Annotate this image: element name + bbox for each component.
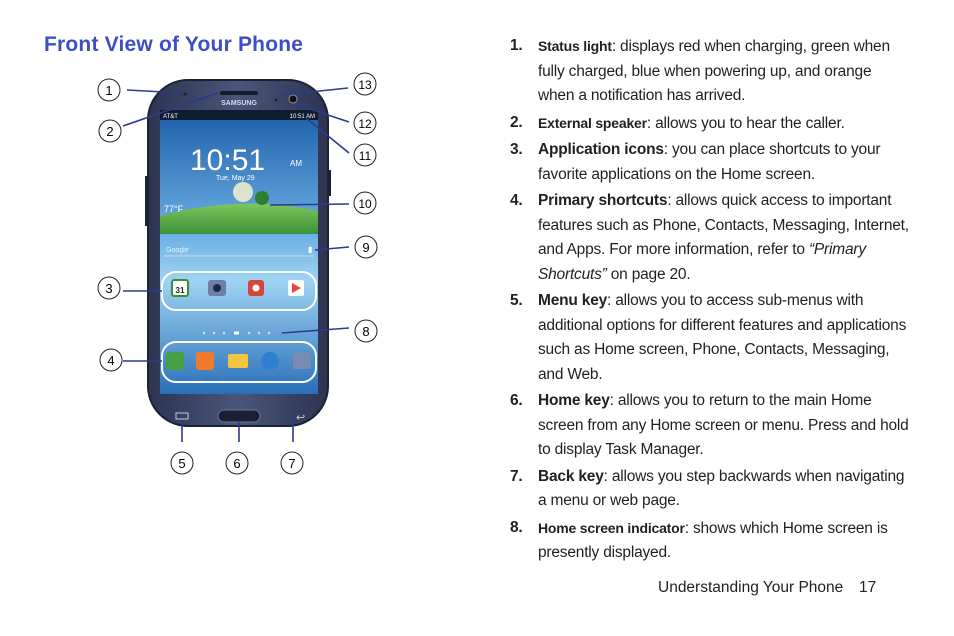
svg-text:6: 6 bbox=[233, 456, 241, 471]
side-button-right bbox=[327, 170, 331, 196]
internet-icon bbox=[261, 352, 279, 370]
status-light bbox=[183, 92, 186, 95]
callout-13 bbox=[354, 73, 376, 95]
callout-3 bbox=[98, 277, 120, 299]
list-item: 7. Back key: allows you step backwards when navigating a menu or web page. bbox=[510, 467, 905, 509]
list-item: 3. Application icons: you can place shortcuts to your favorite applications on the Home screen. bbox=[510, 141, 881, 183]
svg-text:4: 4 bbox=[107, 353, 115, 368]
messaging-icon bbox=[228, 354, 248, 368]
list-item: 4. Primary shortcuts: allows quick access to important features such as Phone, Contacts, Messaging, Internet, and Apps. For more information, refer to “Primary Shortcuts” on page 20. bbox=[510, 192, 909, 283]
clock-text: 10:51 bbox=[190, 144, 266, 177]
svg-text:7: 7 bbox=[288, 456, 296, 471]
svg-text:12: 12 bbox=[358, 117, 372, 131]
svg-text:11: 11 bbox=[358, 149, 372, 163]
footer-section-title: Understanding Your Phone bbox=[658, 579, 844, 596]
cross-reference: “Primary Shortcuts” bbox=[538, 241, 866, 283]
callout-10 bbox=[354, 192, 376, 214]
callout-9 bbox=[355, 236, 377, 258]
svg-text:9: 9 bbox=[362, 240, 370, 255]
svg-text:8: 8 bbox=[362, 324, 370, 339]
speaker-grill bbox=[220, 91, 258, 95]
back-key-icon: ↩ bbox=[296, 412, 306, 424]
svg-text:3: 3 bbox=[105, 281, 113, 296]
carrier-label: AT&T bbox=[163, 114, 178, 120]
home-key bbox=[218, 410, 260, 422]
svg-text:13: 13 bbox=[358, 78, 372, 92]
list-item: 6. Home key: allows you to return to the main Home screen from any Home screen or menu. Press and hold to display Task Manager. bbox=[510, 392, 909, 458]
callout-11 bbox=[354, 144, 376, 166]
side-button-left bbox=[145, 176, 149, 226]
callout-12 bbox=[354, 112, 376, 134]
callout-5 bbox=[171, 452, 193, 474]
callout-8 bbox=[355, 320, 377, 342]
list-item: 2. External speaker: allows you to hear the caller. bbox=[510, 113, 845, 132]
weather-sun bbox=[233, 182, 253, 202]
list-item: 8. Home screen indicator: shows which Home screen is presently displayed. bbox=[510, 518, 888, 561]
temperature-label: 77°F bbox=[164, 204, 184, 214]
list-item: 1. Status light: displays red when charging, green when fully charged, blue when powering up, and orange when a notification has arrived. bbox=[510, 37, 890, 104]
callout-1 bbox=[98, 79, 120, 101]
phone-icon bbox=[166, 352, 184, 370]
light-sensor bbox=[275, 99, 278, 102]
clock-ampm: AM bbox=[290, 159, 302, 168]
svg-text:1: 1 bbox=[105, 83, 113, 98]
footer-page-number: 17 bbox=[859, 579, 877, 596]
callout-4 bbox=[100, 349, 122, 371]
callout-2 bbox=[99, 120, 121, 142]
front-camera bbox=[289, 95, 297, 103]
callout-7 bbox=[281, 452, 303, 474]
search-label: Google bbox=[166, 247, 189, 254]
tree bbox=[255, 191, 269, 205]
svg-text:5: 5 bbox=[178, 456, 186, 471]
phone-figure bbox=[90, 66, 390, 486]
mic-icon: ▮ bbox=[308, 245, 313, 254]
page-title: Front View of Your Phone bbox=[44, 33, 304, 56]
svg-text:2: 2 bbox=[106, 124, 114, 139]
status-time: 10:51 AM bbox=[289, 114, 315, 120]
calendar-day: 31 bbox=[175, 286, 185, 295]
apps-icon bbox=[293, 353, 311, 369]
brand-logo: SAMSUNG bbox=[221, 100, 257, 107]
svg-text:10: 10 bbox=[358, 197, 372, 211]
contacts-icon bbox=[196, 352, 214, 370]
feature-list bbox=[510, 34, 910, 568]
callout-6 bbox=[226, 452, 248, 474]
clock-date: Tue, May 29 bbox=[216, 175, 255, 182]
list-item: 5. Menu key: allows you to access sub-menus with additional options for different features and applications such as Home screen, Phone, Contacts, Messaging, and Web. bbox=[510, 292, 907, 383]
